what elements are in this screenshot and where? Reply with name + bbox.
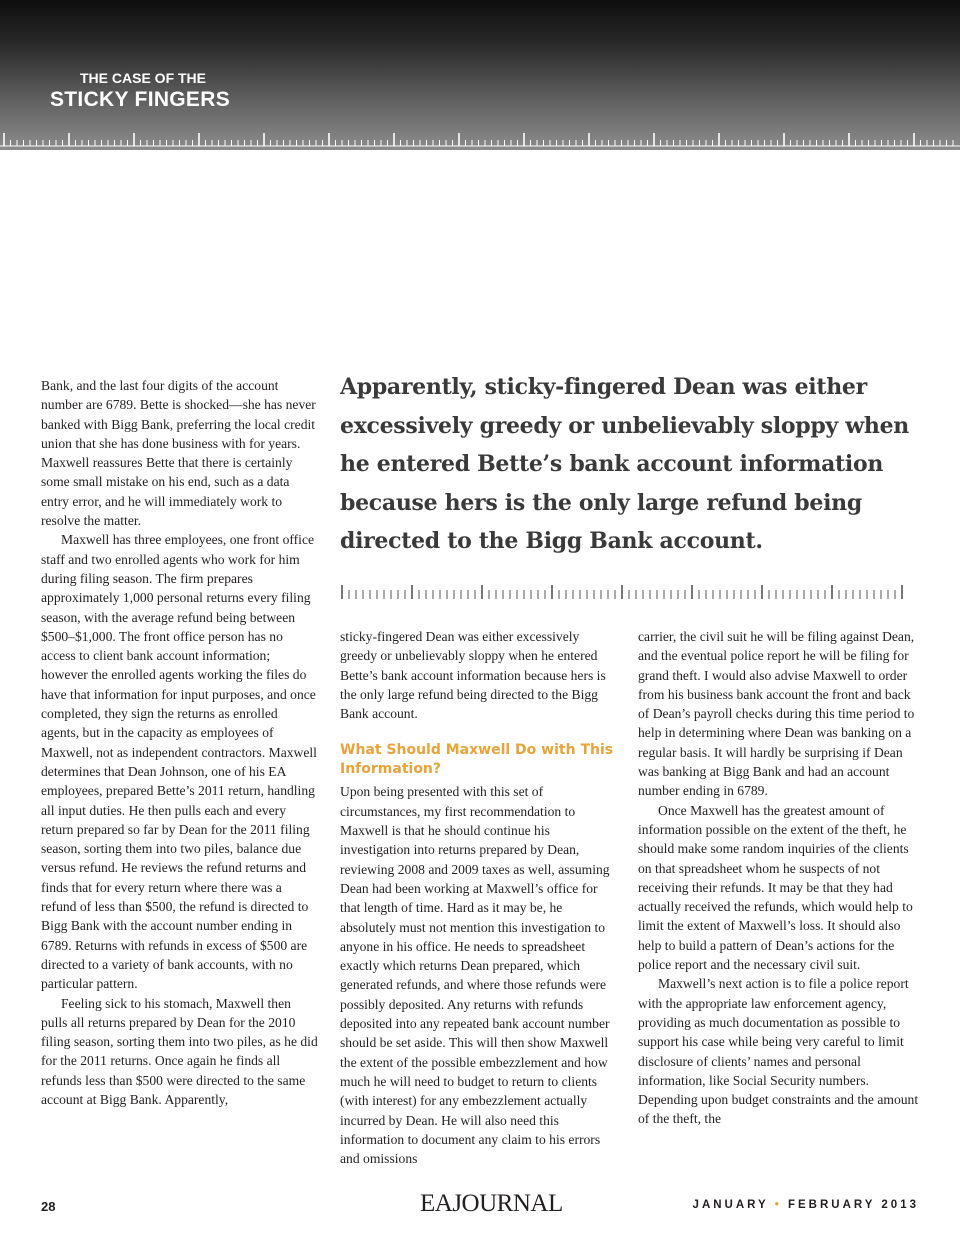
- issue-date: [693, 1199, 919, 1211]
- paragraph: sticky-fingered Dean was either excessively greedy or unbelievably sloppy when he entered Bette’s bank account information because hers is the only large refund being directed to the Bigg Bank account.: [340, 629, 606, 722]
- issue-separator: •: [774, 1199, 782, 1211]
- paragraph: carrier, the civil suit he will be filing against Dean, and the eventual police report he will be filing for grand theft. I would also advise Maxwell to order from his business bank account the front and back of Dean’s payroll checks during this time period to help in determining where Dean was banking on a regular basis. It will hardly be surprising if Dean was banking at Bigg Bank and had an account number ending in 6789.: [638, 629, 915, 799]
- paragraph: Feeling sick to his stomach, Maxwell then pulls all returns prepared by Dean for the 2010 filing season, sorting them into two piles, as he did for the 2011 returns. Once again he finds all refunds less than $500 were directed to the same account at Bigg Bank. Apparently,: [41, 995, 318, 1107]
- header-title: STICKY FINGERS: [50, 88, 231, 111]
- paragraph: Once Maxwell has the greatest amount of information possible on the extent of the theft, he should make some random inquiries of the clients on that spreadsheet whom he suspects of not receiving their refunds. It may be that they had actually received the refunds, which would help to limit the extent of Maxwell’s loss. It should also help to build a pattern of Dean’s actions for the police report and the necessary civil suit.: [638, 802, 913, 973]
- column-1: [41, 376, 319, 1109]
- column-3: [638, 627, 920, 1129]
- page-number: 28: [41, 1199, 56, 1214]
- paragraph: Maxwell has three employees, one front office staff and two enrolled agents who work for him during filing season. The firm prepares approximately 1,000 personal returns every filing season, with the average refund being between $500–$1,000. The front office person has no access to client bank account information; however the enrolled agents working the files do have that information for input purposes, and once completed, they sign the returns as enrolled agents, but in the capacity as employees of Maxwell, not as independent contractors. Maxwell determines that Dean Johnson, one of his EA employees, prepared Bette’s 2011 return, handling all input duties. He then pulls each and every return prepared so far by Dean for the 2011 filing season, sorting them into two piles, balance due versus refund. He reviews the refund returns and finds that for every return where there was a refund of less than $500, the refund is directed to Bigg Bank with the account number ending in 6789. Returns with refunds in excess of $500 are directed to a variety of bank accounts, with no particular pattern.: [41, 532, 317, 992]
- section-heading: What Should Maxwell Do with This Information?: [340, 742, 614, 778]
- paragraph: Maxwell’s next action is to file a police report with the appropriate law enforcement agency, providing as much documentation as possible to support his case while being very careful to limit disclosure of clients’ names and personal information, like Social Security numbers. Depending upon budget constraints and the amount of the theft, the: [638, 976, 919, 1127]
- paragraph: Upon being presented with this set of circumstances, my first recommendation to Maxwell is that he should continue his investigation into returns prepared by Dean, reviewing 2008 and 2009 taxes as well, assuming Dean had been working at Maxwell’s office for that length of time. Hard as it may be, he absolutely must not mention this investigation to anyone in his office. He needs to spreadsheet exactly which returns Dean prepared, which generated refunds, and where those refunds were possibly deposited. Any returns with refunds deposited into any repeated bank account number should be set aside. This will then show Maxwell the extent of the possible embezzlement and how much he will need to budget to return to clients (with interest) for any embezzlement actually incurred by Dean. He will also need this information to document any claim to his errors and omissions: [340, 784, 610, 1167]
- pull-quote: Apparently, sticky-fingered Dean was either excessively greedy or unbelievably sloppy when he entered Bette’s bank account information because hers is the only large refund being directed to the Bigg Bank account.: [340, 374, 909, 554]
- column-2: [340, 627, 618, 1168]
- masthead-logo: EAJOURNAL: [420, 1190, 563, 1217]
- header-kicker: THE CASE OF THE: [80, 70, 207, 86]
- header-ruler-decoration: [0, 131, 960, 147]
- paragraph: Bank, and the last four digits of the account number are 6789. Bette is shocked—she has never banked with Bigg Bank, preferring the local credit union that she has done business with for years. Maxwell reassures Bette that there is certainly some small mistake on his end, such as a data entry error, and he will immediately work to resolve the matter.: [41, 378, 316, 529]
- pull-quote-ruler-decoration: [340, 584, 906, 602]
- issue-month-1: JANUARY: [692, 1199, 769, 1211]
- issue-month-2: FEBRUARY 2013: [787, 1199, 919, 1211]
